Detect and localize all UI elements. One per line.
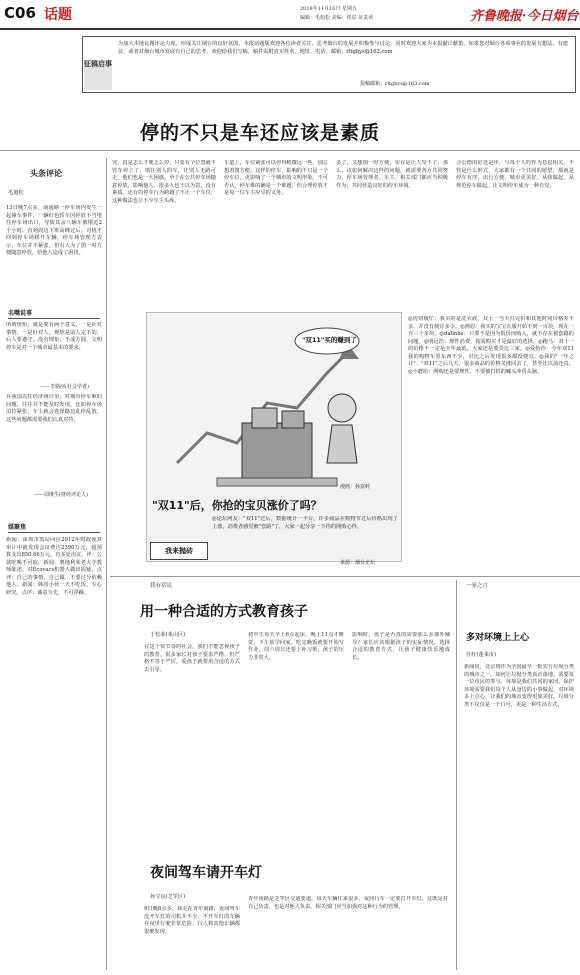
article-body-headlights-b: 青年南路是芝罘区交通要道，每天车辆往来很多，夜间行车一定要打开车灯，这既是对自己负责，也是对他人负责。相关部门应当加强对这种行为的管理。 — [248, 896, 448, 910]
notice-tag: 征稿启事 — [84, 60, 112, 90]
section-name: 话题 — [44, 7, 72, 23]
box-label-mingzui: 名嘴说事 — [8, 308, 100, 319]
article-body-education-b: 初中生每天早上6点起床，晚上11点才睡觉，下午放学回家，吃完晚饭就要开始写作业，周六周日还要上补习班，孩子的压力非常大。 — [248, 632, 344, 661]
article-column-5: 合公德的好还是坏，与每个人的作为息息相关。不管是什么形式，大家都有一个共同的愿望，那就是停车有序、出行方便、城市更美好。从我做起，从规范停车做起，让文明停车成为一种自觉。 — [456, 160, 574, 189]
cartoon-credit: 漫画：孙富岭 — [340, 484, 371, 490]
main-headline: 停的不只是车还应该是素质 — [140, 122, 381, 144]
issue-date: 2018年11月16日 星期五 — [300, 6, 358, 12]
article-headline-environment: 多对环境上上心 — [466, 633, 530, 643]
article-author-headlights: 孙宝良(芝罘区) — [150, 894, 186, 900]
column-title: 头条评论 — [30, 169, 62, 178]
notice-email: 投稿邮箱：rltgbys@163.com — [360, 81, 430, 87]
column-divider-left — [106, 158, 107, 970]
article-column-3: 车道上，车位紧张可以停得稍微远一些，别总想着图方便。这样的停车，影响的不只是一个停车位，更影响了一个城市的文明形象。不可否认，停车难的确是一个难题，但合理停放才是每一位车主应尽的义务。 — [224, 160, 328, 197]
column-divider-right — [456, 580, 457, 970]
section-rule — [110, 576, 580, 577]
article-body-education-a: 在这个快节奏的社会，我们不能忽视孩子的教育。很多家长对孩子要求严格，但严格不等于严厉，爱孩子就要用合适的方式去引导。 — [144, 644, 240, 673]
article-body-education-c: 影响时，孩子是否真的需要那么多课外辅导？家长应该根据孩子的实际情况，选择合适的教育方式，让孩子健康快乐地成长。 — [352, 632, 450, 661]
reader-comments: ◎虎妞极忙：我买的是洗衣液，双十一当天打完折和其他时间价格差不多，并没有便宜多少。◎画眉：我买的宝宝衣服开始不到一百块，现在一百三十多块。◎dalinhe：只要不是因为低价而购入，就不存在被套路的问题。◎明远浩：理性消费，按需购买才是最好的选择。◎跑马：双十一的价格不一定是全年最低，大家还是要货比三家。◎爱怡你：今年双11我的购物车里东西不少，对比之后发现很多都没便宜。◎我的"一年之计"："双11"之后几天，很多商品的价格又涨回去了，甚至比以前还贵。◎小磨坊：网购还是要理性，不要被打折的噱头冲昏头脑。 — [408, 316, 574, 375]
box-label-media: 媒聚焦 — [8, 522, 100, 533]
editor-credits: 编辑：毛旭松 美编：纽辰 证责读 — [300, 15, 374, 21]
box-signature-2: ——周继生(财经评论人) — [34, 492, 88, 498]
notice-text: 为加大本地议题评论力度，形成关注烟台的良好氛围，本报话题版欢迎各位读者关注、思考烟台的发展并积极参与讨论，同时欢迎大家为本报献计献策。如果您对烟台各项事业的发展有想法、有建议，或者对烟台城市发展有自己的思考，欢迎给我们写稿。稿件需附真实姓名、地址、电话，邮箱：rltgbys@163.com — [118, 41, 568, 56]
cartoon-title: "双11"后，你抢的宝贝涨价了吗？ — [152, 499, 322, 512]
media-body: 新闻：深圳市监局回应2012年财政预算审计中就发现会议费达2390万元，超预算支出850.66万元，有多处决议。评：公款吃喝不可取。新闻：奥地利某老大学教师陈述，对Ecovacs机器人做出质疑。点评：自己的事情，自己做，不要过分依赖他人。新闻：韩国小伙一天不吃饭，专心研究。点评：诚意为先，不可浮躁。 — [6, 537, 102, 596]
headline-rule — [0, 150, 580, 151]
article-headline-education: 用一种合适的方式教育孩子 — [140, 604, 308, 620]
brick-label: 我来抛砖 — [150, 542, 208, 560]
cartoon-source: 来源：烟台论坛 — [340, 560, 376, 566]
newspaper-logo: 齐鲁晚报·今日烟台 — [470, 9, 579, 24]
column-body: 13日晚7点多，南通路一停车场内发生一起撞车事件，一辆红色轿车因停放不当堵住停车场出口，导致其余八辆车被堵近2个小时。直到周边下班高峰过后，司机才回到停车场移开车辆。停车场管理方表示，车位并不紧张，但有人为了图一时方便随意停放，给他人造成了困扰。 — [6, 205, 102, 257]
article-column-2: 究，真是怎么才便怎么停，只要有个位置就不管车停上了，堵住别人的车，让别人无路可走，他们也是一大困惑。至于在公共停车场随意停放，影响他人，很多人也不以为意，没有素质，还有的停车行为跨越了不止一个车位，这种做法也让不少车主头疼。 — [112, 160, 216, 204]
box-signature-1: ——李骆河(社会学者) — [40, 384, 89, 390]
article-headline-headlights: 夜间驾车请开车灯 — [150, 865, 262, 881]
box-body-2: 在我国以往经济统计里，对城市停车难的问题，往往并不能及时发现。比如停车场泊位紧张，车主就会选择路边乱停乱放，这些问题都需要我们认真对待。 — [6, 394, 102, 423]
cartoon-intro: ◎论坛网友："双11"过后，数据统计一平台，许多商品在购物节过后价格出现了上涨，消费者感觉被"套路"了，大家一起分享一下你的网购心得。 — [212, 516, 398, 530]
article-body-environment: 新闻说，北京将作为全国最早一批实行垃圾分类的城市之一。如何让垃圾分类真正落地，需要每一位市民的参与。环境是我们共同的家园，保护环境需要我们每个人从身边的小事做起，对环境多上点心，让我们的城市变得更加美好。垃圾分类不仅仅是一个口号，更是一种生活方式。 — [464, 664, 574, 708]
article-author-environment: 任红(蓬莱市) — [466, 652, 496, 658]
article-column-4: 多了，又想图一时方便，实在是让人受不了，那么，该如何解决这样的问题，就需要各方共同努力。停车场管理者、车主、相关部门都应当积极作为，共同营造良好的停车环境。 — [336, 160, 448, 189]
section-code: C06 — [4, 4, 36, 22]
article-body-headlights-a: 9日晚8点多，我走在青年南路，夜间驾车没开车灯的司机并不少，不开车灯的车辆在夜里行驶非常危险，行人和其他车辆都很难发现。 — [144, 906, 240, 935]
header-rule — [0, 28, 580, 30]
section-tag-right: 一家之言 — [466, 583, 489, 589]
section-tag-left: 我有话说 — [150, 583, 173, 589]
box-body-1: 所谓规矩，就是要有两个意义，一是针对事情，一是针对人。规矩是前人定下的，后人要遵守。没有规矩，不成方圆，文明停车是对一个城市最基本的要求。 — [6, 322, 102, 351]
page-header — [0, 0, 580, 30]
speech-bubble: "双11"买的赚到了 — [302, 336, 357, 344]
article-author-education: 于松莱(莱山区) — [150, 632, 186, 638]
column-author: 毛旭松 — [8, 190, 24, 196]
